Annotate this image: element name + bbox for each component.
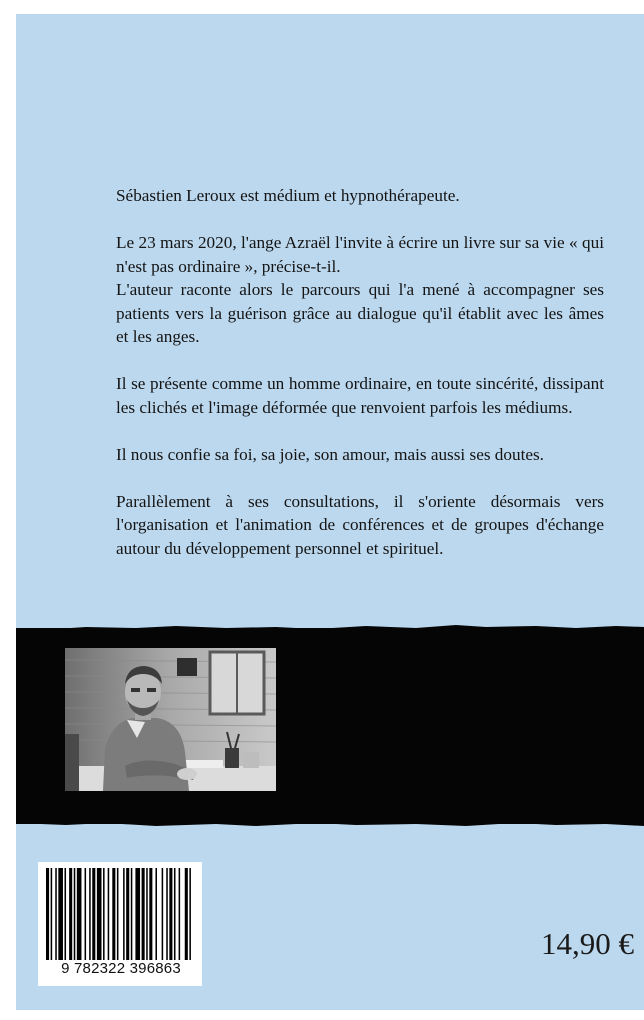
barcode-bar — [69, 868, 72, 960]
barcode-bar — [123, 868, 125, 960]
barcode-bar — [189, 868, 191, 960]
barcode-bar — [126, 868, 129, 960]
barcode-bar — [185, 868, 188, 960]
barcode-bar — [97, 868, 102, 960]
barcode-bar — [146, 868, 148, 960]
barcode-bar — [92, 868, 95, 960]
blurb-paragraph-1: Sébastien Leroux est médium et hypnothérapeute. — [116, 186, 460, 205]
barcode-bar — [166, 868, 168, 960]
barcode-bar — [51, 868, 53, 960]
barcode-bar — [142, 868, 145, 960]
blurb-paragraph-2b: L'auteur raconte alors le parcours qui l'a mené à accompagner ses patients vers la guérison grâce au dialogue qu'il établit avec les âmes et les anges. — [116, 280, 604, 346]
isbn-digits: 9 782322 396863 — [61, 960, 181, 977]
barcode-bar — [149, 868, 152, 960]
barcode-bar — [179, 868, 181, 960]
barcode-icon — [46, 868, 194, 960]
blurb-paragraph-5: Parallèlement à ses consultations, il s'oriente désormais vers l'organisation et l'animation de conférences et de groupes d'échange autour du développement personnel et spirituel. — [116, 491, 604, 558]
barcode-bar — [74, 868, 76, 960]
blurb-paragraph-4: Il nous confie sa foi, sa joie, son amour, mais aussi ses doutes. — [116, 444, 544, 464]
barcode-bar — [55, 868, 57, 960]
barcode-bar — [135, 868, 140, 960]
price: 14,90 € — [541, 926, 634, 961]
barcode-bar — [112, 868, 115, 960]
barcode-bar — [108, 868, 110, 960]
barcode-bar — [58, 868, 63, 960]
barcode-bar — [131, 868, 133, 960]
barcode-bar — [65, 868, 67, 960]
back-cover — [16, 14, 644, 1010]
barcode-bar — [103, 868, 105, 960]
barcode-bar — [89, 868, 91, 960]
barcode-bar — [77, 868, 82, 960]
barcode-bar — [169, 868, 172, 960]
author-photo-icon — [65, 648, 276, 791]
barcode-bar — [117, 868, 119, 960]
blurb-paragraph-3: Il se présente comme un homme ordinaire, en toute sincérité, dissipant les clichés et l'image déformée que renvoient parfois les médiums. — [116, 374, 604, 417]
blurb-text — [116, 184, 604, 584]
blurb-paragraph-2a: Le 23 mars 2020, l'ange Azraël l'invite à écrire un livre sur sa vie « qui n'est pas ordinaire », précise-t-il. — [116, 233, 604, 276]
barcode-bar — [174, 868, 176, 960]
isbn-barcode — [38, 862, 202, 986]
barcode-bar — [155, 868, 157, 960]
author-photo — [65, 648, 276, 791]
barcode-bar — [85, 868, 87, 960]
barcode-bar — [162, 868, 164, 960]
band-bottom-edge — [16, 818, 644, 830]
barcode-bar — [46, 868, 49, 960]
